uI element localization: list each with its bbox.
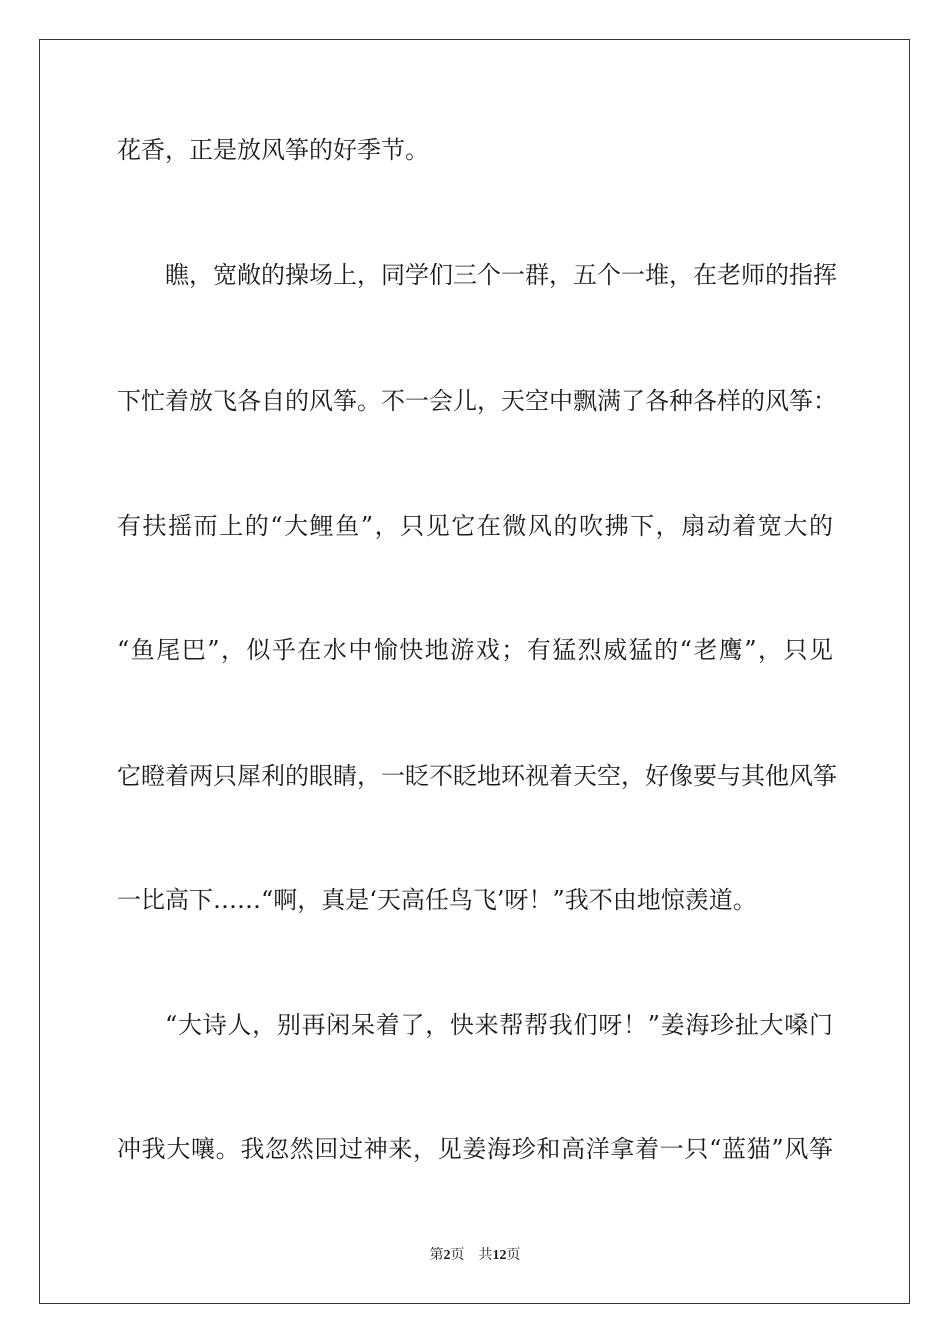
text-line-8: “大诗人，别再闲呆着了，快来帮帮我们呀！”姜海珍扯大嗓门	[165, 1011, 833, 1039]
text-line-4: 有扶摇而上的“大鲤鱼”，只见它在微风的吹拂下，扇动着宽大的	[117, 512, 833, 540]
text-line-7: 一比高下……“啊，真是‘天高任鸟飞’呀！”我不由地惊羡道。	[117, 886, 757, 914]
footer-page-total: 12	[492, 1248, 507, 1263]
text-line-9: 冲我大嚷。我忽然回过神来，见姜海珍和高洋拿着一只“蓝猫”风筝	[117, 1135, 833, 1163]
footer-page-suffix: 页	[450, 1248, 465, 1263]
text-line-3: 下忙着放飞各自的风筝。不一会儿，天空中飘满了各种各样的风筝：	[117, 387, 837, 415]
page-border	[39, 39, 910, 1304]
footer-total-prefix: 共	[478, 1248, 493, 1263]
page-footer	[0, 1246, 950, 1266]
text-line-2: 瞧，宽敞的操场上，同学们三个一群，五个一堆，在老师的指挥	[165, 261, 837, 289]
footer-total-suffix: 页	[506, 1248, 521, 1263]
text-line-1: 花香，正是放风筝的好季节。	[117, 136, 429, 164]
footer-page-current: 2	[443, 1248, 451, 1263]
text-line-5: “鱼尾巴”，似乎在水中愉快地游戏；有猛烈威猛的“老鹰”，只见	[117, 636, 833, 664]
footer-page-prefix: 第	[429, 1248, 444, 1263]
text-line-6: 它瞪着两只犀利的眼睛，一眨不眨地环视着天空，好像要与其他风筝	[117, 762, 837, 790]
